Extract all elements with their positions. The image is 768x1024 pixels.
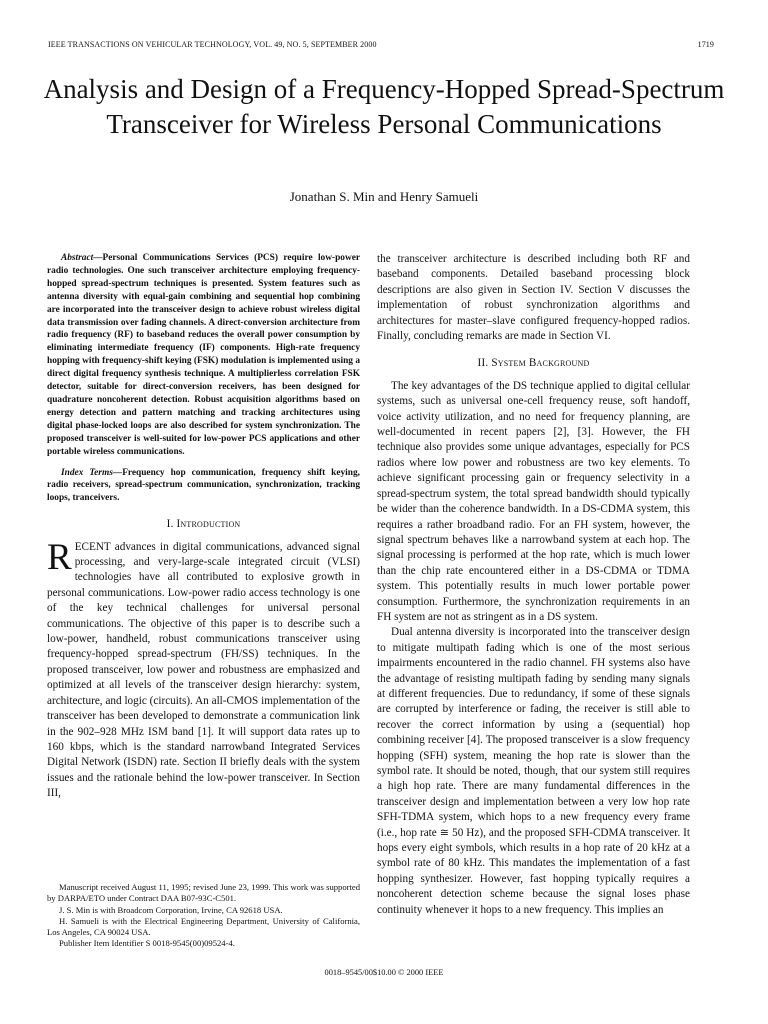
intro-paragraph: [47, 536, 360, 802]
index-terms-text: Frequency hop communication, frequency shift keying, radio receivers, spread-spectrum communication, synchronization, tracking loops, tranceivers.: [47, 467, 360, 504]
intro-continuation: the transceiver architecture is described including both RF and baseband components. Detailed baseband processing block descriptions are also given in Section IV. Section V discusses the implementation of robust synchronization algorithms and architectures for master–slave configured frequency-hopped radios. Finally, concluding remarks are made in Section VI.: [377, 253, 690, 343]
intro-paragraph-text: ECENT advances in digital communications, advanced signal processing, and very-large-scale integrated circuit (VLSI) technologies have all contributed to explosive growth in personal communications. Low-power radio access technology is one of the key technical challenges for universal personal communications. The objective of this paper is to describe such a low-power, handheld, robust communications transceiver using frequency-hopped spread-spectrum (FH/SS) techniques. In the proposed transceiver, low power and robustness are emphasized and optimized at all levels of the transceiver design hierarchy: system, architecture, and logic (circuits). An all-CMOS implementation of the transceiver has been developed to demonstrate a communication link in the 902–928 MHz ISM band [1]. It will support data rates up to 160 kbps, which is the standard narrowband Integrated Services Digital Network (ISDN) rate. Section II briefly deals with the system issues and the rationale behind the low-power transceiver. In Section III,: [47, 540, 360, 800]
background-paragraph-2: Dual antenna diversity is incorporated into the transceiver design to mitigate multipath fading which is one of the most serious impairments encountered in the radio channel. FH systems also have the advantage of resisting multipath fading by sending many signals at different frequencies. Due to redundancy, if some of these signals are corrupted by interference or fading, the receiver is still able to recover the correct information by using a (sequential) hop combining receiver [4]. The proposed transceiver is a slow frequency hopping (SFH) system, meaning the hop rate is slower than the symbol rate. It should be noted, though, that our system still requires a high hop rate. There are many fundamental differences in the transceiver design and implementation between a very low hop rate SFH-TDMA system, which hops to a new frequency every frame (i.e., hop rate ≅ 50 Hz), and the proposed SFH-CDMA transceiver. It hops every eight symbols, which results in a hop rate of 20 kHz at a symbol rate of 80 kHz. This mandates the implementation of a fast hopping synthesizer. However, fast hopping typically requires a noncoherent detection scheme because the signal loses phase continuity whenever it hops to a new frequency. This implies an: [377, 626, 690, 916]
index-terms-label: Index Terms—: [61, 467, 123, 478]
section-heading-introduction: I. Introduction: [166, 518, 241, 531]
page-number: 1719: [697, 40, 714, 49]
footnote: J. S. Min is with Broadcom Corporation, Irvine, CA 92618 USA.: [59, 904, 283, 915]
paper-title: Analysis and Design of a Frequency-Hopped Spread-Spectrum Transceiver for Wireless Personal Communications: [43, 74, 725, 139]
footnote: Publisher Item Identifier S 0018-9545(00)09524-4.: [59, 938, 235, 949]
abstract: [47, 252, 360, 459]
footnote: Manuscript received August 11, 1995; revised June 23, 1999. This work was supported by DARPA/ETO under Contract DAA B07-93C-C501.: [47, 882, 360, 904]
section-heading-system-background: II. System Background: [477, 357, 590, 370]
footnote: H. Samueli is with the Electrical Engineering Department, University of California, Los Angeles, CA 90024 USA.: [47, 915, 360, 938]
index-terms: [47, 467, 360, 506]
abstract-label: Abstract—: [61, 253, 103, 263]
authors: Jonathan S. Min and Henry Samueli: [289, 189, 479, 204]
journal-name: IEEE TRANSACTIONS ON VEHICULAR TECHNOLOGY, VOL. 49, NO. 5, SEPTEMBER 2000: [48, 40, 377, 49]
footnotes: [47, 882, 360, 950]
left-column: [47, 252, 360, 802]
copyright-footer: 0018–9545/00$10.00 © 2000 IEEE: [324, 968, 444, 977]
right-column: [377, 252, 690, 918]
abstract-text: Personal Communications Services (PCS) require low-power radio technologies. One such transceiver architecture employing frequency-hopped spread-spectrum techniques is presented. System features such as antenna diversity with equal-gain combining and sequential hop combining are incorporated into the transceiver design to achieve robust wireless digital data transmission over fading channels. A direct-conversion architecture from radio frequency (RF) to baseband reduces the overall power consumption by eliminating intermediate frequency (IF) components. High-rate frequency hopping with frequency-shift keying (FSK) modulation is implemented using a direct digital frequency synthesis technique. A multiplierless correlation FSK detector, suitable for direct-conversion receivers, has been designed for quadrature noncoherent detection. Robust acquisition algorithms based on energy detection and pattern matching and tracking architectures using digital phase-locked loops are also described for system synchronization. The proposed transceiver is well-suited for low-power PCS applications and other portable wireless communications.: [47, 253, 360, 457]
background-paragraph-1: The key advantages of the DS technique applied to digital cellular systems, such as universal one-cell frequency reuse, soft handoff, voice activity utilization, and no need for frequency planning, are well-documented in recent papers [2], [3]. However, the FH technique also provides some unique advantages, especially for PCS radios where low power and robustness are two key elements. To achieve significant processing gain or frequency selectivity in a spread-spectrum system, the total spread bandwidth should typically be wider than the coherence bandwidth. In a DS-CDMA system, this requires a rather broadband radio. For an FH system, however, the signal spectrum behaves like a narrowband system at each hop. The signal processing is performed at the hop rate, which is much lower than the chip rate encountered either in a DS-CDMA or TDMA system. This potentially results in much lower portable power consumption. Furthermore, the synchronization requirements in an FH system are not as stringent as in a DS system.: [377, 379, 690, 623]
drop-cap: R: [47, 536, 72, 578]
